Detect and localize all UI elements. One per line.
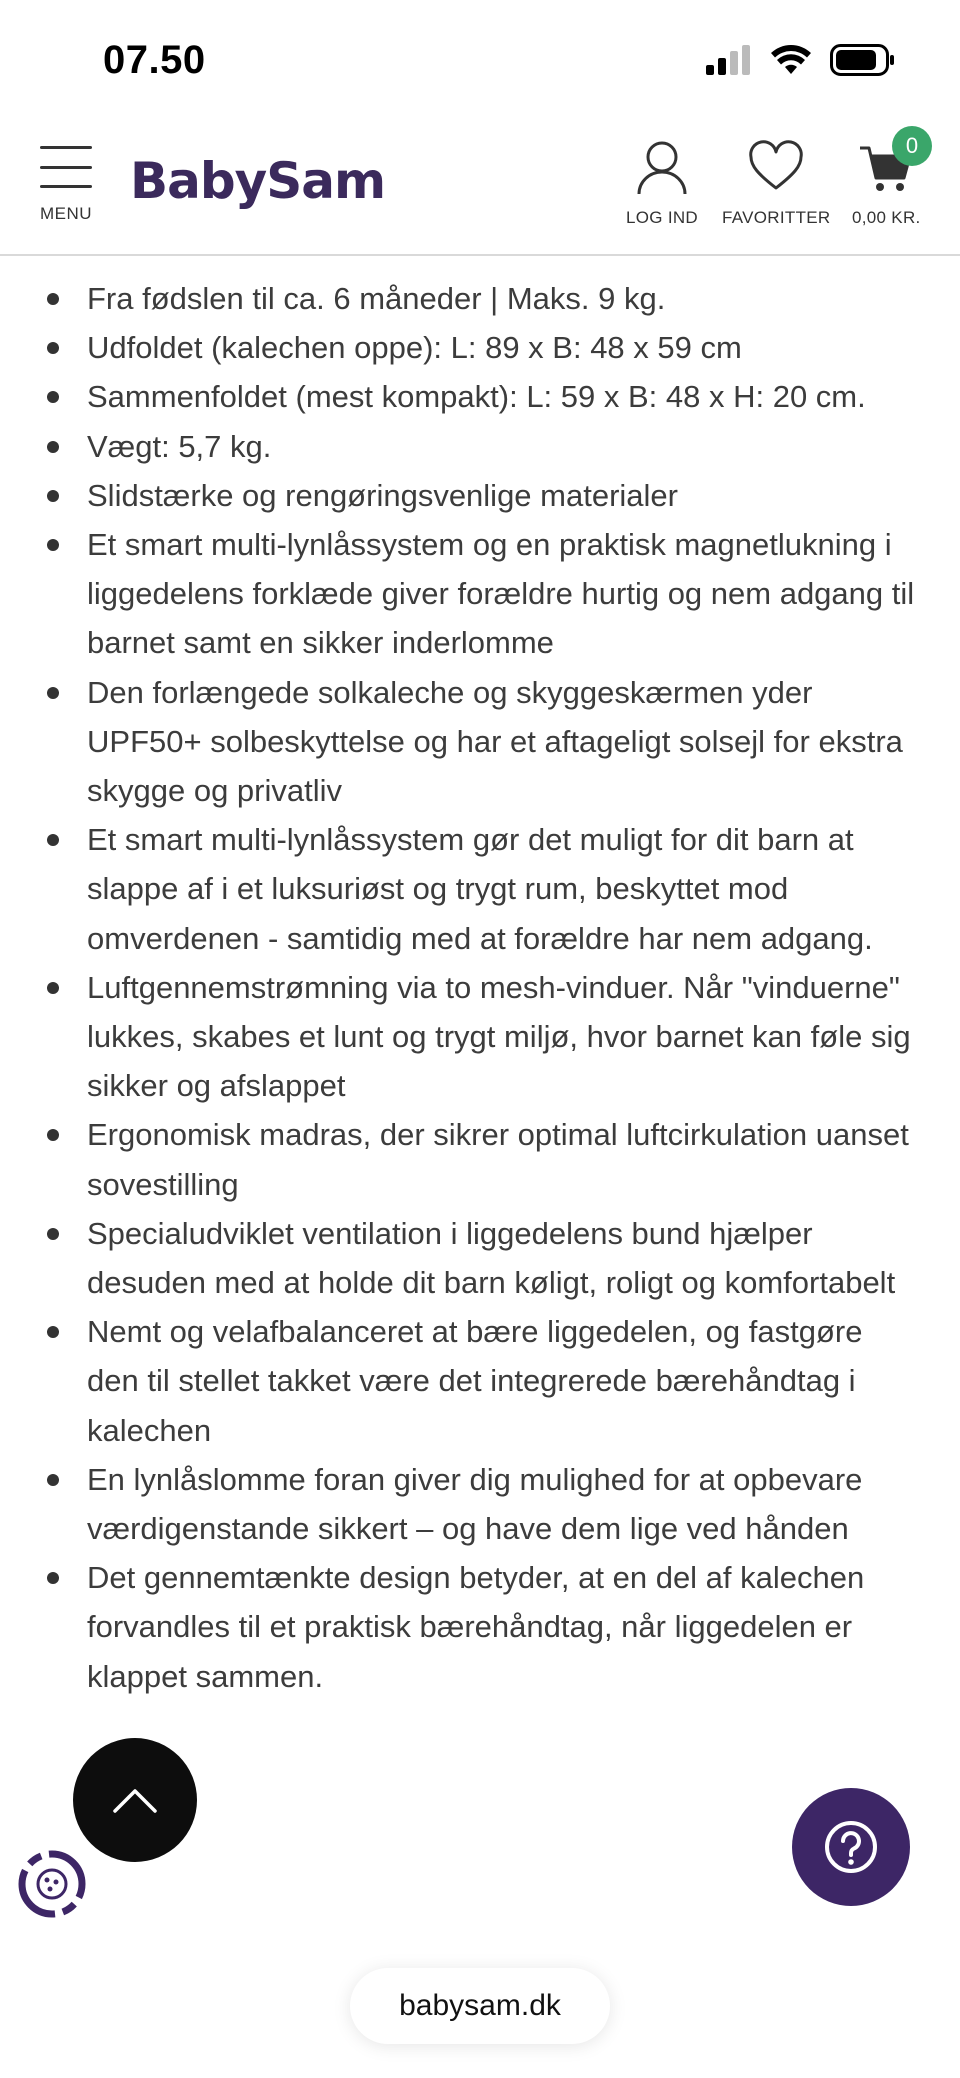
list-item: Det gennemtænkte design betyder, at en del af kalechen forvandles til et praktisk bærehåndtag, når liggedelen er klappet sammen. [0, 1553, 960, 1701]
list-item: Fra fødslen til ca. 6 måneder | Maks. 9 kg. [0, 274, 960, 323]
list-item: Udfoldet (kalechen oppe): L: 89 x B: 48 x 59 cm [0, 323, 960, 372]
product-description [0, 274, 960, 1701]
cookie-settings-button[interactable] [16, 1848, 88, 1920]
status-time: 07.50 [103, 38, 206, 82]
cookie-settings-icon [16, 1848, 88, 1920]
user-icon [636, 140, 688, 196]
login-label: LOG IND [626, 208, 699, 227]
cart-total: 0,00 KR. [852, 208, 921, 227]
favorites-button[interactable] [722, 140, 830, 228]
cellular-signal-icon [706, 45, 752, 75]
back-to-top-button[interactable] [73, 1738, 197, 1862]
hamburger-icon [40, 146, 92, 188]
login-button[interactable] [626, 140, 698, 228]
list-item: Et smart multi-lynlåssystem og en praktisk magnetlukning i liggedelens forklæde giver forældre hurtig og nem adgang til barnet samt en sikker inderlomme [0, 520, 960, 668]
list-item: Sammenfoldet (mest kompakt): L: 59 x B: 48 x H: 20 cm. [0, 372, 960, 421]
menu-label: MENU [39, 204, 93, 223]
menu-button[interactable] [38, 146, 94, 224]
chevron-up-icon [111, 1785, 159, 1815]
list-item: Nemt og velafbalanceret at bære liggedelen, og fastgøre den til stellet takket være det integrerede bærehåndtag i kalechen [0, 1307, 960, 1455]
site-logo[interactable]: BabySam [130, 152, 386, 210]
favorites-label: FAVORITTER [722, 208, 831, 227]
battery-icon [830, 44, 896, 76]
list-item: Luftgennemstrømning via to mesh-vinduer. Når "vinduerne" lukkes, skabes et lunt og trygt miljø, hvor barnet kan føle sig sikker og afslappet [0, 963, 960, 1111]
list-item: Ergonomisk madras, der sikrer optimal luftcirkulation uanset sovestilling [0, 1110, 960, 1208]
site-header [0, 120, 960, 256]
wifi-icon [770, 44, 812, 76]
list-item: Slidstærke og rengøringsvenlige materialer [0, 471, 960, 520]
list-item: Vægt: 5,7 kg. [0, 422, 960, 471]
list-item: Den forlængede solkaleche og skyggeskærmen yder UPF50+ solbeskyttelse og har et aftageligt solsejl for ekstra skygge og privatliv [0, 668, 960, 816]
feature-list [0, 274, 960, 1701]
list-item: Specialudviklet ventilation i liggedelens bund hjælper desuden med at holde dit barn køligt, roligt og komfortabelt [0, 1209, 960, 1307]
list-item: Et smart multi-lynlåssystem gør det muligt for dit barn at slappe af i et luksuriøst og trygt rum, beskyttet mod omverdenen - samtidig med at forældre har nem adgang. [0, 815, 960, 963]
list-item: En lynlåslomme foran giver dig mulighed for at opbevare værdigenstande sikkert – og have dem lige ved hånden [0, 1455, 960, 1553]
browser-url-bar[interactable]: babysam.dk [350, 1968, 610, 2044]
status-bar [0, 0, 960, 120]
help-button[interactable] [792, 1788, 910, 1906]
cart-count-badge: 0 [892, 126, 932, 166]
question-icon [824, 1820, 878, 1874]
status-icons [706, 44, 896, 76]
heart-icon [748, 140, 804, 196]
